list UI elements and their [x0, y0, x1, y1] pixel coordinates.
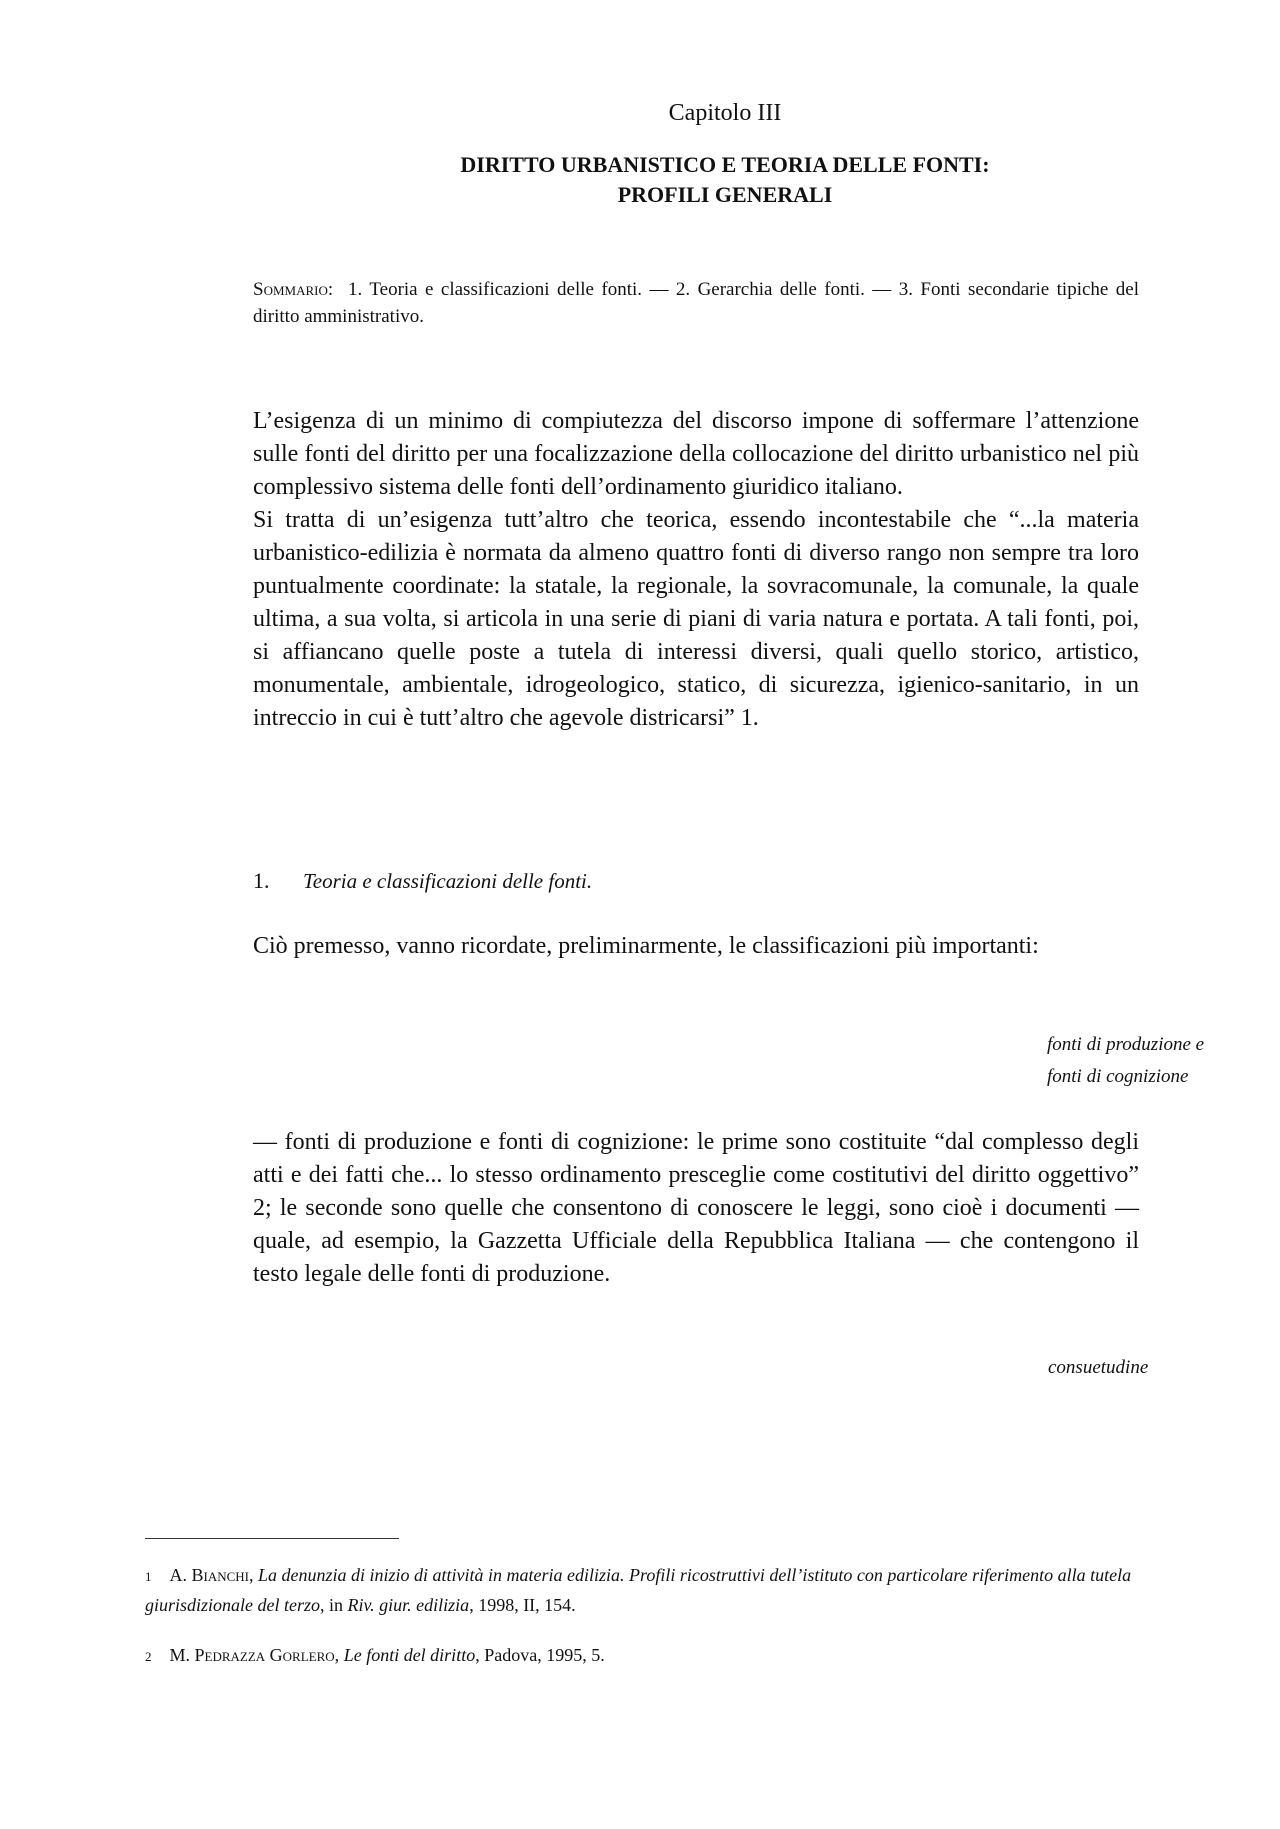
- section-1-title: Teoria e classificazioni delle fonti.: [303, 869, 593, 893]
- chapter-label: Capitolo III: [668, 100, 782, 126]
- footnote-1-mid: , in: [320, 1595, 348, 1615]
- section-1-heading: [253, 868, 592, 894]
- chapter-title-line-2: PROFILI GENERALI: [617, 182, 833, 207]
- footnote-2-rest: , Padova, 1995, 5.: [475, 1645, 605, 1665]
- footnote-2-author: M. Pedrazza Gorlero,: [169, 1645, 340, 1665]
- footnote-2-number: 2: [145, 1649, 152, 1664]
- chapter-summary: [253, 276, 1139, 330]
- chapter-title: [0, 150, 1280, 210]
- intro-text: [253, 405, 1139, 735]
- footnote-divider: [145, 1538, 399, 1539]
- footnote-2-title: Le fonti del diritto: [343, 1645, 476, 1665]
- intro-paragraph-1: L’esigenza di un minimo di compiutezza del discorso impone di soffermare l’attenzione sulle fonti del diritto per una focalizzazione della collocazione del diritto urbanistico nel più complessivo sistema delle fonti dell’ordinamento giuridico italiano.: [253, 408, 1139, 500]
- intro-paragraph-2: Si tratta di un’esigenza tutt’altro che teorica, essendo incontestabile che “...la materia urbanistico-edilizia è normata da almeno quattro fonti di diverso rango non sempre tra loro puntualmente coordinate: la statale, la regionale, la sovracomunale, la comunale, la quale ultima, a sua volta, si articola in una serie di piani di varia natura e portata. A tali fonti, poi, si affiancano quelle poste a tutela di interessi diversi, quali quello storico, artistico, monumentale, ambientale, idrogeologico, statico, di sicurezza, igienico-sanitario, in un intreccio in cui è tutt’altro che agevole districarsi” 1.: [253, 507, 1139, 731]
- footnote-2: [145, 1641, 1145, 1671]
- section-1-intro: Ciò premesso, vanno ricordate, preliminarmente, le classificazioni più importanti:: [253, 933, 1039, 959]
- summary-lead: Sommario:: [253, 279, 334, 300]
- footnote-1: [145, 1561, 1145, 1620]
- footnote-1-rest: , 1998, II, 154.: [469, 1595, 576, 1615]
- margin-note-fonti: [1047, 1029, 1204, 1093]
- section-1-number: 1.: [253, 868, 270, 893]
- margin-note-consuetudine: consuetudine: [1048, 1357, 1149, 1378]
- footnote-1-journal: Riv. giur. edilizia: [347, 1595, 470, 1615]
- margin-note-fonti-line-2: fonti di cognizione: [1047, 1066, 1189, 1087]
- chapter-title-line-1: DIRITTO URBANISTICO E TEORIA DELLE FONTI:: [460, 152, 990, 177]
- footnote-1-number: 1: [145, 1569, 152, 1584]
- margin-note-fonti-line-1: fonti di produzione e: [1047, 1034, 1205, 1055]
- summary-text: 1. Teoria e classificazioni delle fonti. — 2. Gerarchia delle fonti. — 3. Fonti secondarie tipiche del diritto amministrativo.: [253, 279, 1140, 327]
- section-1-body: — fonti di produzione e fonti di cognizione: le prime sono costituite “dal complesso degli atti e dei fatti che... lo stesso ordinamento presceglie come costitutivi del diritto oggettivo” 2; le seconde sono quelle che consentono di conoscere le leggi, sono cioè i documenti — quale, ad esempio, la Gazzetta Ufficiale della Repubblica Italiana — che contengono il testo legale delle fonti di produzione.: [253, 1129, 1139, 1287]
- footnote-1-title: La denunzia di inizio di attività in materia edilizia. Profili ricostruttivi dell’istituto con particolare riferimento alla tutela giurisdizionale del terzo: [145, 1565, 1132, 1615]
- footnote-1-author: A. Bianchi,: [169, 1565, 254, 1585]
